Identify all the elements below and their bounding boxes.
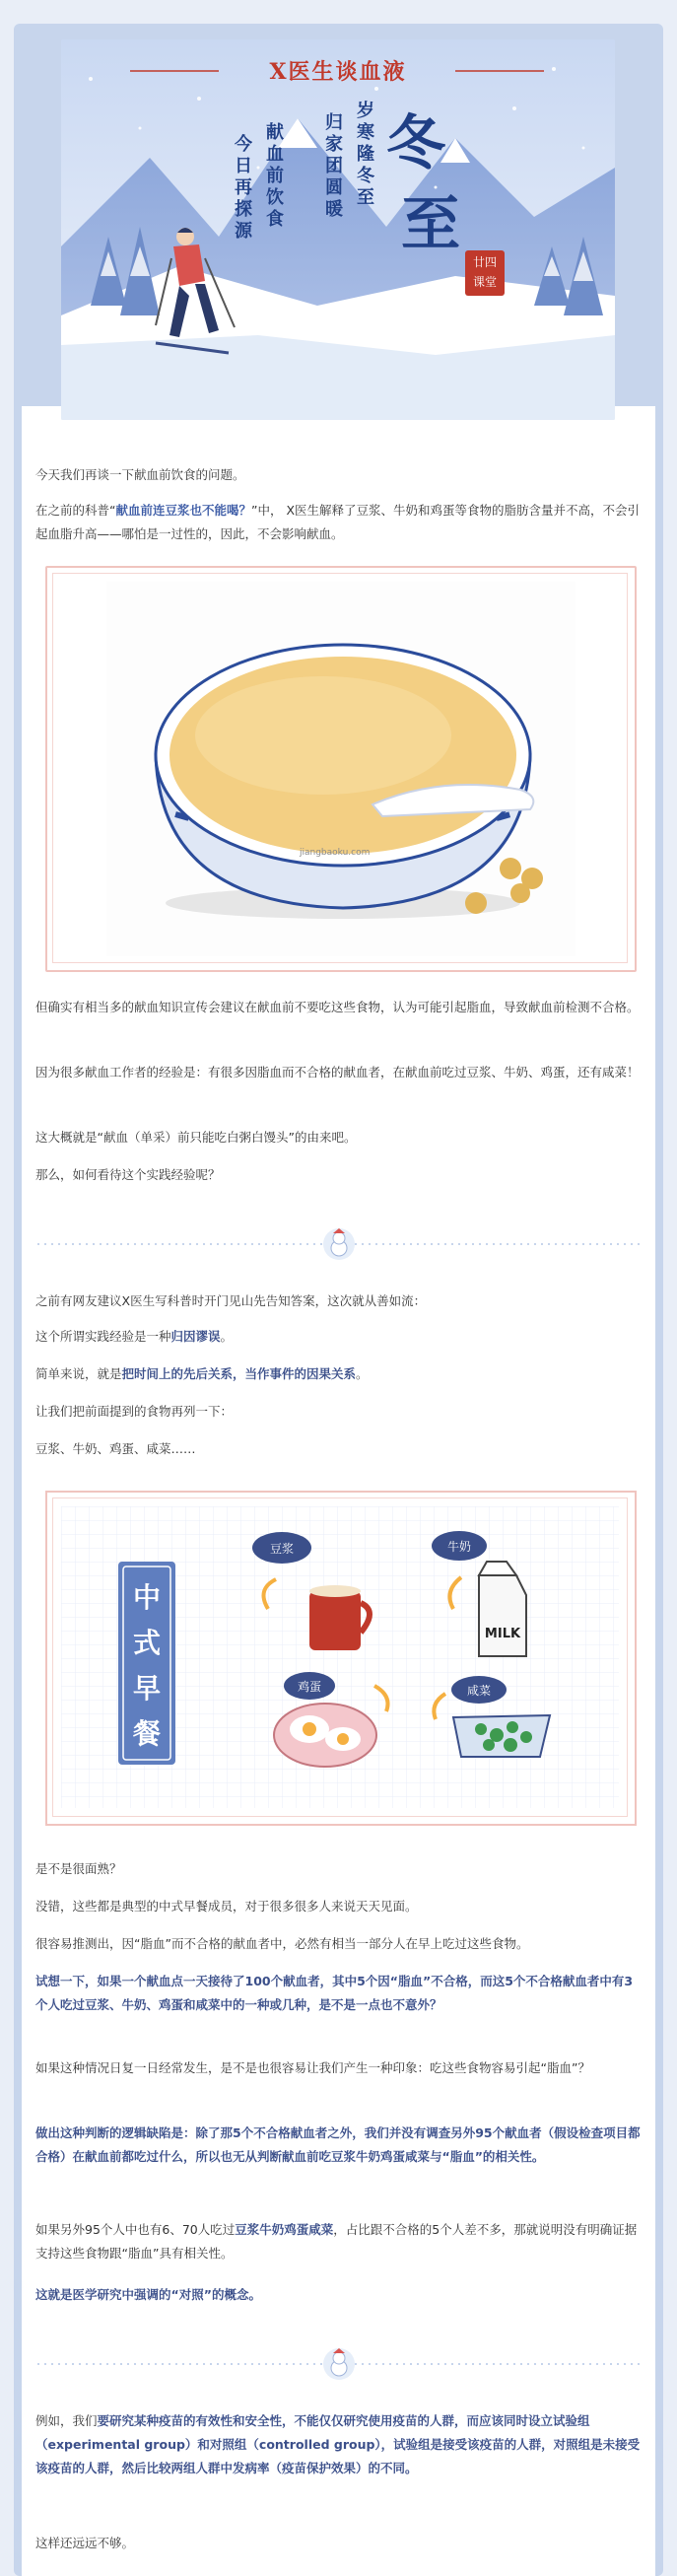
label-soy-milk: 豆浆 (269, 1542, 294, 1556)
banner-illustration (61, 39, 615, 420)
paragraph: 很容易推测出，因“脂血”而不合格的献血者中，必然有相当一部分人在早上吃过这些食物。 (35, 1936, 529, 1951)
milk-carton-text: MILK (484, 1627, 521, 1641)
seal-line-2: 课堂 (472, 275, 497, 289)
text: 。 (220, 1329, 234, 1344)
text: 。 (356, 1366, 369, 1381)
emphasis: 要研究某种疫苗的有效性和安全性 (97, 2413, 283, 2428)
soy-milk-bowl-illustration (47, 568, 635, 970)
paragraph-emphasis: 做出这种判断的逻辑缺陷是：除了那5个不合格献血者之外，我们并没有调查另外95个献血者（假设检查项目都合格）在献血前都吃过什么，所以也无从判断献血前吃豆浆牛奶鸡蛋咸菜与“脂血”的相关性。 (35, 2125, 641, 2164)
paragraph: 让我们把前面提到的食物再列一下： (35, 1404, 234, 1419)
breakfast-vertical-title (118, 1575, 175, 1757)
paragraph (35, 2409, 643, 2480)
snowman-divider (37, 1224, 641, 1264)
big-character-zhi: 至 (401, 190, 460, 259)
banner-title: X医生谈血液 (269, 59, 407, 85)
label-milk: 牛奶 (446, 1540, 471, 1554)
paragraph: 豆浆、牛奶、鸡蛋、咸菜…… (35, 1441, 196, 1456)
poem-line-1: 岁寒隆冬至 (357, 101, 374, 208)
text: ，占比跟不合格的5个人差不多，那就说明没有明确证据支持这些食物跟“脂血”具有相关性。 (35, 2222, 638, 2261)
emphasis: 对照 (178, 2287, 204, 2302)
poem-line-4: 今日再探源 (235, 134, 252, 242)
paragraph-emphasis: 试想一下，如果一个献血点一天接待了100个献血者，其中5个因“脂血”不合格，而这5个不合格献血者中有3个人吃过豆浆、牛奶、鸡蛋和咸菜中的一种或几种，是不是一点也不意外？ (35, 1974, 634, 2012)
text: 这个所谓实践经验是一种 (35, 1329, 171, 1344)
soy-milk-image-card (45, 566, 637, 972)
emphasis: 归因谬误 (170, 1329, 221, 1344)
breakfast-image-card (45, 1491, 637, 1826)
big-character-dong: 冬 (386, 109, 445, 178)
poem-line-2: 归家团圆暖 (325, 112, 343, 220)
paragraph: 是不是很面熟？ (35, 1861, 122, 1876)
text: 例如，我们 (35, 2413, 98, 2428)
seal-line-1: 廿四 (472, 255, 497, 269)
text: ”的概念。 (203, 2287, 261, 2302)
snowman-divider (37, 2344, 641, 2384)
winter-solstice-banner (61, 39, 615, 420)
image-watermark: jiangbaoku.com (300, 848, 371, 858)
text: 简单来说，就是 (35, 1366, 122, 1381)
paragraph: 如果这种情况日复一日经常发生，是不是也很容易让我们产生一种印象：吃这些食物容易引起“脂血”？ (35, 2060, 590, 2075)
paragraph: 因为很多献血工作者的经验是：有很多因脂血而不合格的献血者，在献血前吃过豆浆、牛奶、鸡蛋，还有咸菜！ (35, 1065, 640, 1079)
paragraph: 这大概就是“献血（单采）前只能吃白粥白馒头”的由来吧。 (35, 1130, 357, 1145)
paragraph: 这样还远远不够。 (35, 2536, 135, 2550)
title-char: 式 (132, 1627, 161, 1659)
text: 如果另外95个人中也有6、70人吃过 (35, 2222, 236, 2237)
paragraph: 之前有网友建议X医生写科普时开门见山先告知答案，这次就从善如流： (35, 1293, 427, 1308)
paragraph: 但确实有相当多的献血知识宣传会建议在献血前不要吃这些食物，认为可能引起脂血，导致献血前检测不合格。 (35, 1000, 640, 1014)
paragraph: 今天我们再谈一下献血前饮食的问题。 (35, 467, 245, 482)
paragraph (35, 499, 643, 546)
label-pickle: 咸菜 (466, 1684, 491, 1698)
emphasis: ，不能仅仅研究使用疫苗的人群，而应该同时设立试验组（experimental group）和对照组（controlled group），试验组是接受该疫苗的人群，对照组是未接受该疫苗的人群，然后比较两组人群中发病率（疫苗保护效果）的不同。 (35, 2413, 641, 2475)
text: ”中， X医生解释了豆浆、牛奶和鸡蛋等食物的脂肪含量并不高，不会引起血脂升高——哪怕是一过性的，因此，不会影响献血。 (35, 503, 641, 541)
emphasis: 豆浆牛奶鸡蛋咸菜 (235, 2222, 334, 2237)
label-egg: 鸡蛋 (297, 1680, 321, 1694)
paragraph: 没错，这些都是典型的中式早餐成员，对于很多很多人来说天天见面。 (35, 1899, 418, 1914)
paragraph (35, 1362, 643, 1386)
title-char: 餐 (132, 1717, 161, 1750)
article-link[interactable]: 献血前连豆浆也不能喝？ (115, 503, 251, 518)
paragraph (35, 1325, 643, 1349)
paragraph-emphasis (35, 2283, 643, 2307)
red-seal-stamp (465, 250, 505, 296)
emphasis: 把时间上的先后关系，当作事件的因果关系 (121, 1366, 357, 1381)
paragraph: 那么，如何看待这个实践经验呢？ (35, 1167, 221, 1182)
title-char: 中 (132, 1581, 161, 1614)
paragraph (35, 2218, 643, 2265)
text: 在之前的科普“ (35, 503, 116, 518)
title-char: 早 (132, 1672, 161, 1705)
text: 这就是医学研究中强调的“ (35, 2287, 179, 2302)
poem-line-3: 献血前饮食 (266, 122, 284, 230)
